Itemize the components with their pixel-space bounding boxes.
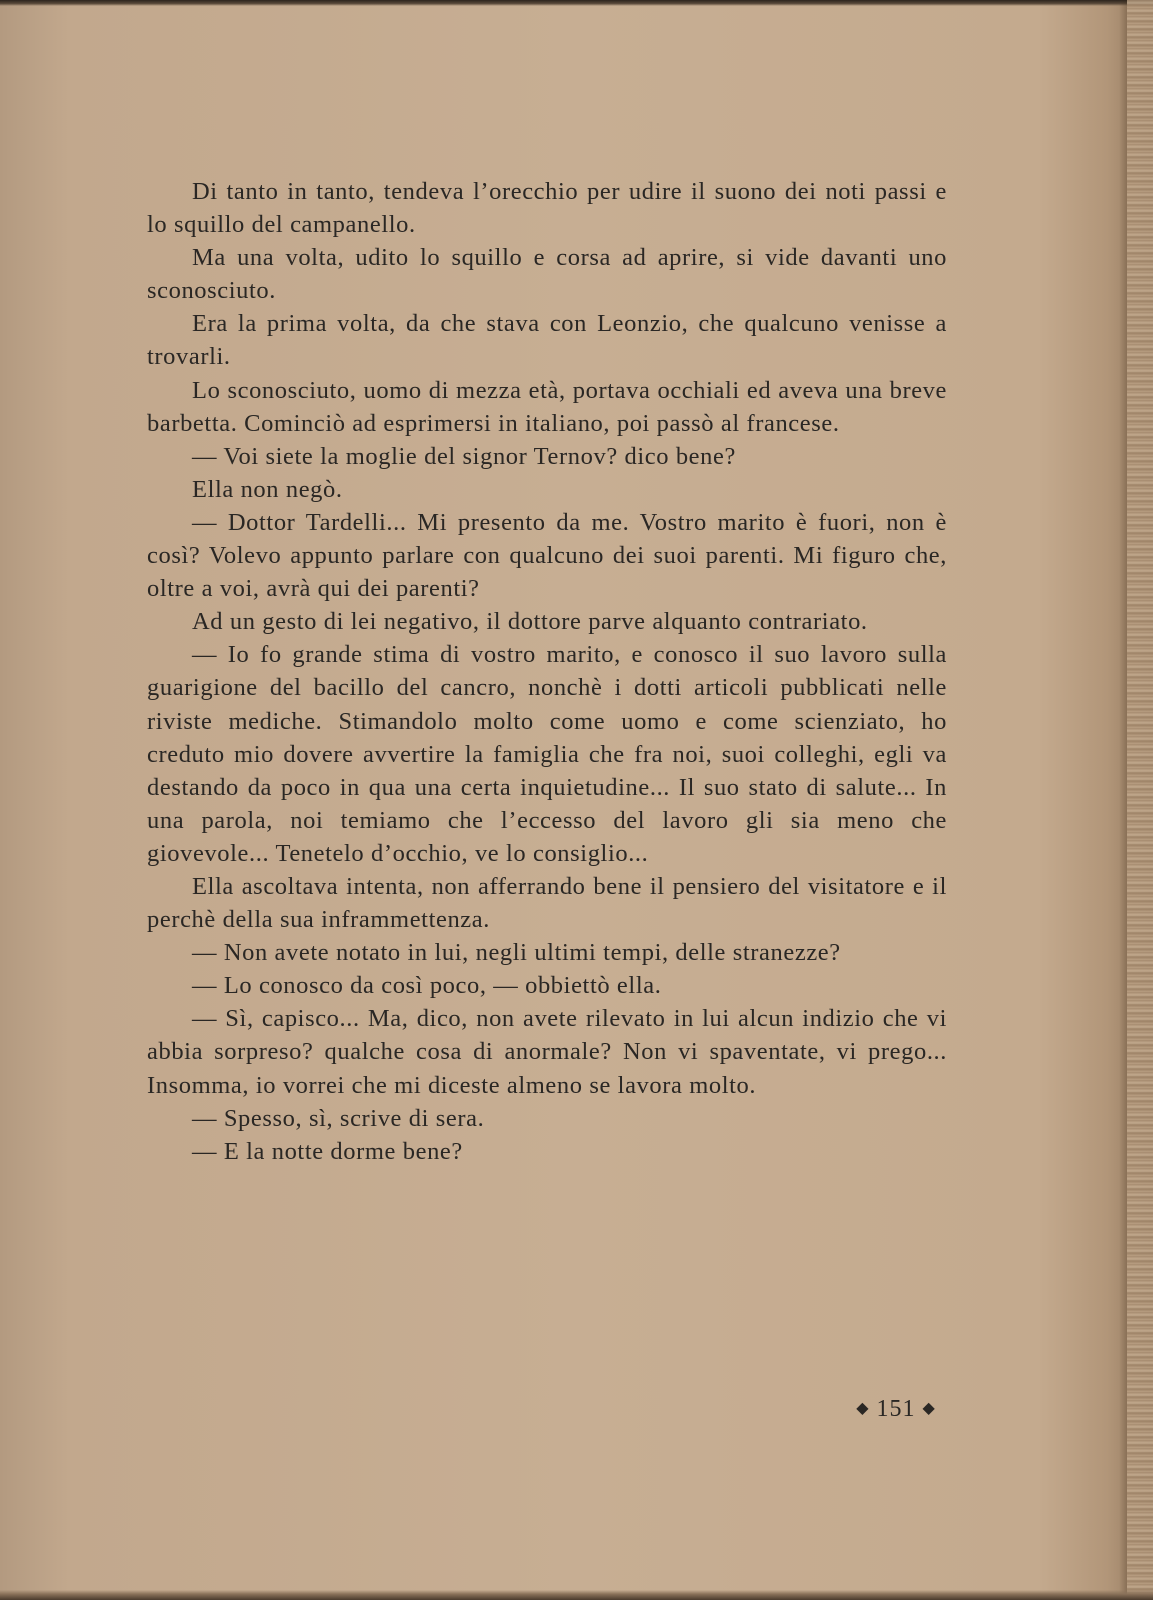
paragraph: — Non avete notato in lui, negli ultimi tempi, delle stranezze? (192, 939, 841, 967)
paragraph: — Voi siete la moglie del signor Ternov? dico bene? (192, 442, 736, 470)
paragraph: — Spesso, sì, scrive di sera. (192, 1104, 485, 1132)
paragraph: — Lo conosco da così poco, — obbiettò ella. (192, 972, 662, 1000)
body-text (147, 175, 947, 1168)
paragraph: Ella ascoltava intenta, non afferrando bene il pensiero del visitatore e il perchè della sua inframmettenza. (147, 872, 947, 934)
diamond-ornament-icon: ◆ (922, 1400, 936, 1417)
diamond-ornament-icon: ◆ (856, 1400, 870, 1417)
page-bottom-edge (0, 1590, 1153, 1600)
paragraph: Ella non negò. (192, 475, 343, 503)
paragraph: Ma una volta, udito lo squillo e corsa ad aprire, si vide davanti uno sconosciuto. (147, 244, 947, 305)
paragraph: Lo sconosciuto, uomo di mezza età, portava occhiali ed aveva una breve barbetta. Cominciò ad esprimersi in italiano, poi passò al francese. (147, 376, 947, 437)
paragraph: — Dottor Tardelli... Mi presento da me. Vostro marito è fuori, non è così? Volevo appunto parlare con qualcuno dei suoi parenti. Mi figuro che, oltre a voi, avrà qui dei parenti? (147, 508, 947, 603)
paragraph: — Sì, capisco... Ma, dico, non avete rilevato in lui alcun indizio che vi abbia sorpreso? qualche cosa di anormale? Non vi spaventate, vi prego... Insomma, io vorrei che mi diceste almeno se lavora molto. (147, 1005, 947, 1099)
page-number (846, 1396, 946, 1423)
page-number-value: 151 (876, 1396, 916, 1422)
paragraph: Di tanto in tanto, tendeva l’orecchio per udire il suono dei noti passi e lo squillo del campanello. (147, 178, 947, 239)
binding-shadow (1119, 0, 1127, 1600)
paragraph: — Io fo grande stima di vostro marito, e conosco il suo lavoro sulla guarigione del bacillo del cancro, nonchè i dotti articoli pubblicati nelle riviste mediche. Stimandolo molto come uomo e come scienziato, ho creduto mio dovere avvertire la famiglia che fra noi, suoi colleghi, egli va destando da poco in qua una certa inquietudine... Il suo stato di salute... In una parola, noi temiamo che l’eccesso del lavoro gli sia meno che giovevole... Tenetelo d’occhio, ve lo consiglio... (147, 641, 947, 867)
page-right-edge (1127, 0, 1153, 1600)
paragraph: — E la notte dorme bene? (192, 1137, 463, 1165)
paragraph: Era la prima volta, da che stava con Leonzio, che qualcuno venisse a trovarli. (147, 310, 947, 371)
page-top-edge (0, 0, 1153, 6)
paragraph: Ad un gesto di lei negativo, il dottore parve alquanto contrariato. (192, 608, 868, 636)
